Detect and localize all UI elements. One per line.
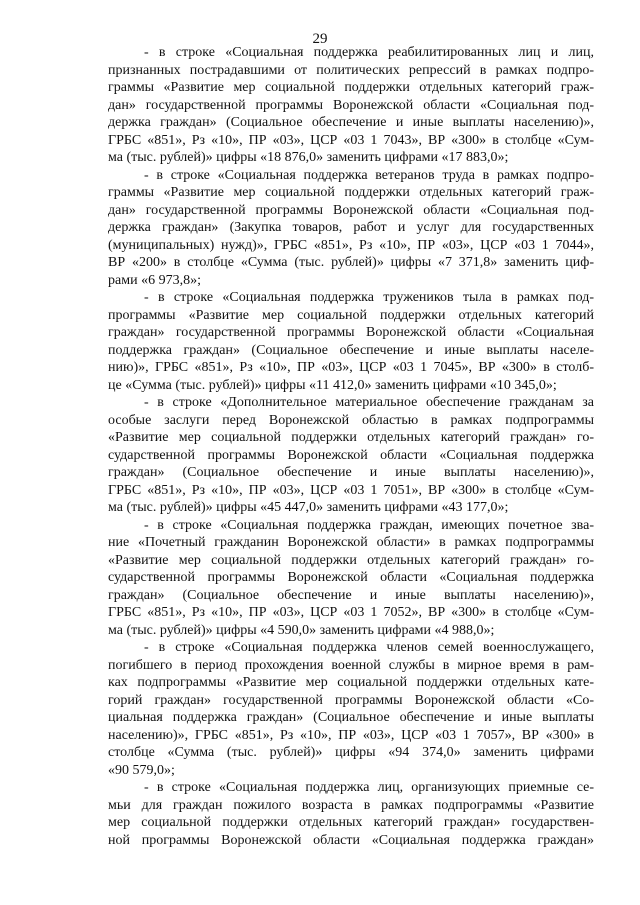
text-line: населению)», ГРБС «851», Рз «10», ПР «03», ЦСР «03 1 7057», ВР «300» в [108, 727, 594, 743]
text-line: столбце «Сумма (тыс. рублей)» цифры «94 374,0» заменить цифрами [108, 745, 594, 760]
text-line: - в строке «Социальная поддержка ветеранов труда в рамках подпро- [144, 167, 594, 183]
text-line: граждан» государственной программы Воронежской области «Социальная [108, 325, 594, 340]
paragraph [108, 517, 594, 640]
text-line: нию)», ГРБС «851», Рз «10», ПР «03», ЦСР «03 1 7045», ВР «300» в столб- [108, 360, 594, 375]
text-line: циальная поддержка граждан» (Социальное обеспечение и иные выплаты [108, 710, 594, 725]
text-line: «Развитие мер социальной поддержки отдельных категорий граждан» го- [108, 552, 594, 568]
text-line: особые заслуги перед Воронежской областью в рамках подпрограммы [108, 412, 594, 428]
text-line: - в строке «Социальная поддержка реабилитированных лиц и лиц, [144, 45, 594, 60]
paragraph [108, 167, 594, 290]
text-line: сударственной программы Воронежской области «Социальная поддержка [108, 447, 594, 463]
text-line: - в строке «Социальная поддержка граждан, имеющих почетное зва- [144, 517, 594, 533]
text-line: признанных пострадавшими от политических репрессий в рамках подпро- [108, 62, 594, 78]
text-line: ках подпрограммы «Развитие мер социальной поддержки отдельных кате- [108, 675, 594, 690]
paragraph [108, 394, 594, 517]
paragraph [108, 779, 594, 849]
text-line: граммы «Развитие мер социальной поддержки отдельных категорий граж- [108, 80, 594, 95]
text-line: - в строке «Социальная поддержка членов семей военнослужащего, [144, 640, 594, 655]
text-line: - в строке «Социальная поддержка тружеников тыла в рамках под- [144, 290, 594, 305]
text-line: ВР «200» в столбце «Сумма (тыс. рублей)» цифры «7 371,8» заменить циф- [108, 255, 594, 270]
text-line: це «Сумма (тыс. рублей)» цифры «11 412,0» заменить цифрами «10 345,0»; [108, 377, 557, 393]
text-line: держка граждан» (Закупка товаров, работ и услуг для государственных [108, 220, 594, 235]
text-line: граждан» (Социальное обеспечение и иные выплаты населению)», [108, 587, 594, 603]
paragraph [108, 639, 594, 779]
text-line: «Развитие мер социальной поддержки отдельных категорий граждан» го- [108, 430, 594, 445]
text-line: ной программы Воронежской области «Социальная поддержка граждан» [108, 832, 594, 848]
page-number: 29 [312, 31, 328, 47]
text-line: «90 579,0»; [108, 762, 175, 778]
text-line: ние «Почетный гражданин Воронежской области» в рамках подпрограммы [108, 535, 594, 550]
text-line: ГРБС «851», Рз «10», ПР «03», ЦСР «03 1 7051», ВР «300» в столбце «Сум- [108, 482, 594, 498]
paragraph [108, 44, 594, 167]
text-line: сударственной программы Воронежской области «Социальная поддержка [108, 570, 594, 585]
text-line: - в строке «Социальная поддержка лиц, организующих приемные се- [144, 780, 594, 795]
text-line: дан» государственной программы Воронежской области «Социальная под- [108, 97, 594, 113]
text-line: ГРБС «851», Рз «10», ПР «03», ЦСР «03 1 7043», ВР «300» в столбце «Сум- [108, 132, 594, 148]
text-line: ма (тыс. рублей)» цифры «45 447,0» заменить цифрами «43 177,0»; [108, 500, 509, 515]
text-line: (муниципальных) нужд)», ГРБС «851», Рз «10», ПР «03», ЦСР «03 1 7044», [108, 237, 594, 253]
text-line: граммы «Развитие мер социальной поддержки отдельных категорий граж- [108, 185, 594, 200]
text-line: мьи для граждан пожилого возраста в рамках подпрограммы «Развитие [108, 797, 594, 813]
text-line: поддержка граждан» (Социальное обеспечение и иные выплаты населе- [108, 342, 594, 358]
text-line: ма (тыс. рублей)» цифры «4 590,0» заменить цифрами «4 988,0»; [108, 622, 495, 638]
document-body [108, 44, 594, 849]
text-line: граждан» (Социальное обеспечение и иные выплаты населению)», [108, 465, 594, 480]
text-line: рами «6 973,8»; [108, 272, 201, 288]
text-line: - в строке «Дополнительное материальное обеспечение гражданам за [144, 395, 594, 410]
text-line: ГРБС «851», Рз «10», ПР «03», ЦСР «03 1 7052», ВР «300» в столбце «Сум- [108, 605, 594, 620]
text-line: ма (тыс. рублей)» цифры «18 876,0» заменить цифрами «17 883,0»; [108, 150, 509, 165]
text-line: мер социальной поддержки отдельных категорий граждан» государствен- [108, 815, 594, 830]
paragraph [108, 289, 594, 394]
text-line: дан» государственной программы Воронежской области «Социальная под- [108, 202, 594, 218]
text-line: держка граждан» (Социальное обеспечение и иные выплаты населению)», [108, 115, 594, 130]
text-line: погибшего в период прохождения военной службы в мирное время в рам- [108, 657, 594, 673]
text-line: программы «Развитие мер социальной поддержки отдельных категорий [108, 307, 594, 323]
text-line: горий граждан» государственной программы Воронежской области «Со- [108, 692, 594, 708]
